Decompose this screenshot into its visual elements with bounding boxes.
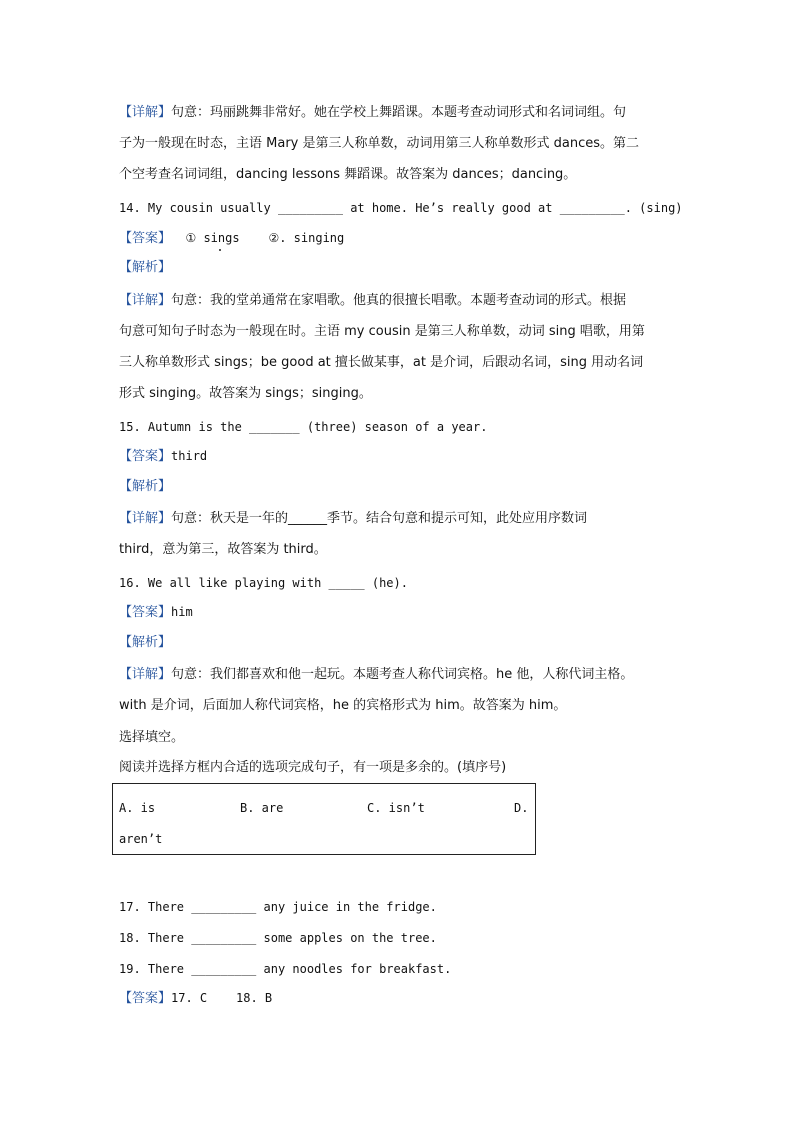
explanation-15-line-2: third，意为第三，故答案为 third。 xyxy=(119,542,327,557)
explanation-16-line-2: with 是介词，后面加人称代词宾格，he 的宾格形式为 him。故答案为 him。 xyxy=(119,698,567,713)
instruction: 阅读并选择方框内合适的选项完成句子，有一项是多余的。(填序号) xyxy=(119,760,507,775)
detail-tag: 【详解】 xyxy=(119,293,172,308)
emphasis-dot xyxy=(219,249,221,251)
explanation-14-line-3: 三人称单数形式 sings；be good at 擅长做某事，at 是介词，后跟动名词，sing 用动名词 xyxy=(119,355,644,370)
explanation-16-line-1: 【详解】句意：我们都喜欢和他一起玩。本题考查人称代词宾格。he 他，人称代词主格。 xyxy=(119,667,634,682)
detail-tag: 【详解】 xyxy=(119,105,172,120)
question-16: 16. We all like playing with _____ (he). xyxy=(119,576,408,590)
explanation-13-line-1: 【详解】句意：玛丽跳舞非常好。她在学校上舞蹈课。本题考查动词形式和名词词组。句 xyxy=(119,105,627,120)
option-a: A. is xyxy=(119,801,156,815)
answer-tag: 【答案】 xyxy=(119,991,172,1006)
answer-16: 【答案】him xyxy=(119,605,193,620)
option-d-text: aren’t xyxy=(119,832,163,846)
question-17: 17. There _________ any juice in the fridge. xyxy=(119,900,437,914)
question-14: 14. My cousin usually _________ at home. He’s really good at _________. (sing) xyxy=(119,201,683,215)
answer-tag: 【答案】 xyxy=(119,231,172,246)
detail-tag: 【详解】 xyxy=(119,667,172,682)
answer-17-18: 【答案】17. C 18. B xyxy=(119,991,273,1006)
option-c: C. isn’t xyxy=(367,801,425,815)
answer-tag: 【答案】 xyxy=(119,605,172,620)
analysis-15: 【解析】 xyxy=(119,479,172,494)
options-box xyxy=(112,783,536,855)
answer-15: 【答案】third xyxy=(119,449,208,464)
analysis-16: 【解析】 xyxy=(119,635,172,650)
explanation-14-line-1: 【详解】句意：我的堂弟通常在家唱歌。他真的很擅长唱歌。本题考查动词的形式。根据 xyxy=(119,293,627,308)
explanation-13-line-3: 个空考查名词词组，dancing lessons 舞蹈课。故答案为 dances；dancing。 xyxy=(119,167,577,182)
question-19: 19. There _________ any noodles for breakfast. xyxy=(119,962,452,976)
explanation-14-line-2: 句意可知句子时态为一般现在时。主语 my cousin 是第三人称单数，动词 sing 唱歌，用第 xyxy=(119,324,645,339)
analysis-14: 【解析】 xyxy=(119,260,172,275)
answer-tag: 【答案】 xyxy=(119,449,172,464)
option-b: B. are xyxy=(240,801,284,815)
explanation-15-line-1: 【详解】句意：秋天是一年的______季节。结合句意和提示可知，此处应用序数词 xyxy=(119,511,588,526)
explanation-13-line-2: 子为一般现在时态，主语 Mary 是第三人称单数，动词用第三人称单数形式 dances。第二 xyxy=(119,136,639,151)
question-15: 15. Autumn is the _______ (three) season of a year. xyxy=(119,420,488,434)
option-d-label: D. xyxy=(514,801,529,815)
section-heading: 选择填空。 xyxy=(119,730,185,745)
detail-tag: 【详解】 xyxy=(119,511,172,526)
question-18: 18. There _________ some apples on the tree. xyxy=(119,931,437,945)
answer-14: 【答案】 ① sings ②. singing xyxy=(119,231,345,246)
explanation-14-line-4: 形式 singing。故答案为 sings；singing。 xyxy=(119,386,372,401)
